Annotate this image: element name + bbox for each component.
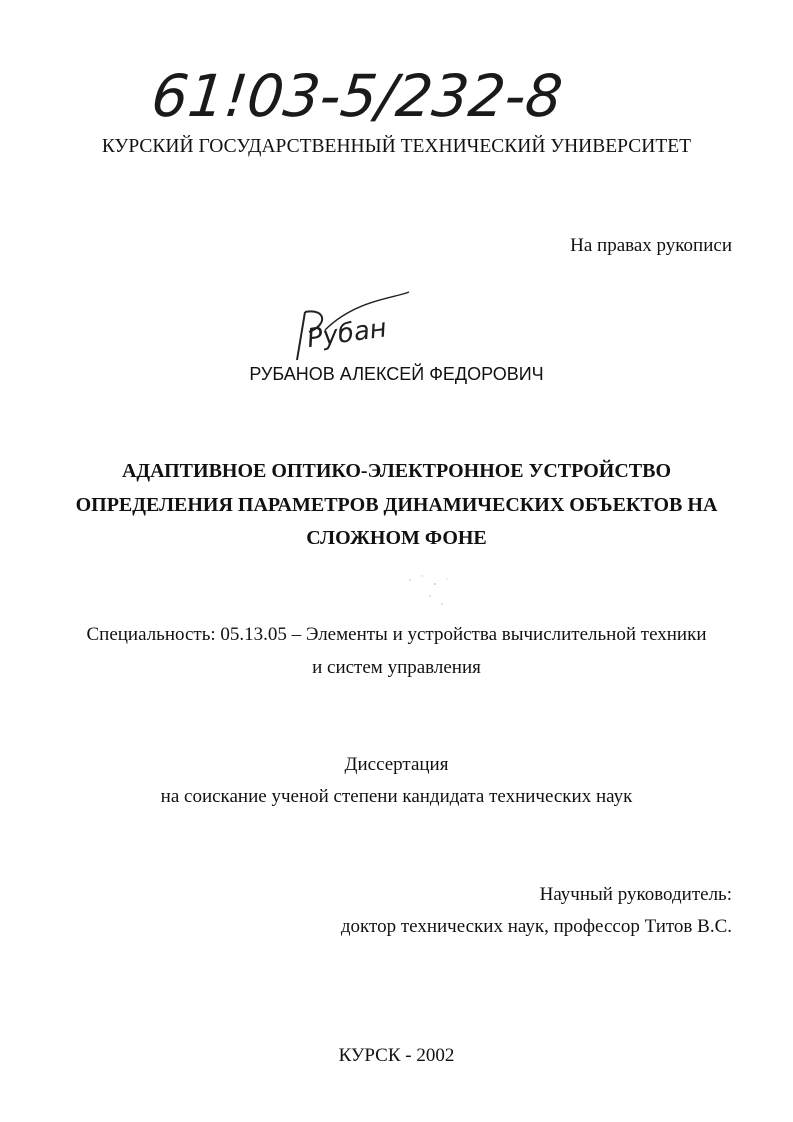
- author-name: РУБАНОВ АЛЕКСЕЙ ФЕДОРОВИЧ: [249, 364, 544, 384]
- specialty-line-2: и систем управления: [312, 657, 481, 678]
- handwritten-code-text: 61!03-5/232-8: [148, 62, 573, 130]
- title-line-2: ОПРЕДЕЛЕНИЯ ПАРАМЕТРОВ ДИНАМИЧЕСКИХ ОБЪЕКТОВ НА: [75, 494, 718, 516]
- manuscript-rights-note: На правах рукописи: [570, 235, 732, 256]
- author-signature: [285, 290, 415, 370]
- signature-text: Рубан: [305, 313, 389, 355]
- city-year: КУРСК - 2002: [338, 1045, 455, 1066]
- title-line-3: СЛОЖНОМ ФОНЕ: [306, 527, 487, 549]
- scan-specks: [400, 570, 480, 620]
- university-name: КУРСКИЙ ГОСУДАРСТВЕННЫЙ ТЕХНИЧЕСКИЙ УНИВЕРСИТЕТ: [101, 136, 692, 157]
- specialty-line-1: Специальность: 05.13.05 – Элементы и устройства вычислительной техники: [86, 624, 707, 645]
- title-line-1: АДАПТИВНОЕ ОПТИКО-ЭЛЕКТРОННОЕ УСТРОЙСТВО: [121, 460, 672, 482]
- supervisor-label: Научный руководитель:: [539, 884, 732, 905]
- dissertation-label: Диссертация: [344, 754, 449, 775]
- handwritten-archive-code: [150, 58, 580, 138]
- supervisor-name: доктор технических наук, профессор Титов В.С.: [340, 916, 732, 937]
- degree-description: на соискание ученой степени кандидата технических наук: [160, 786, 633, 807]
